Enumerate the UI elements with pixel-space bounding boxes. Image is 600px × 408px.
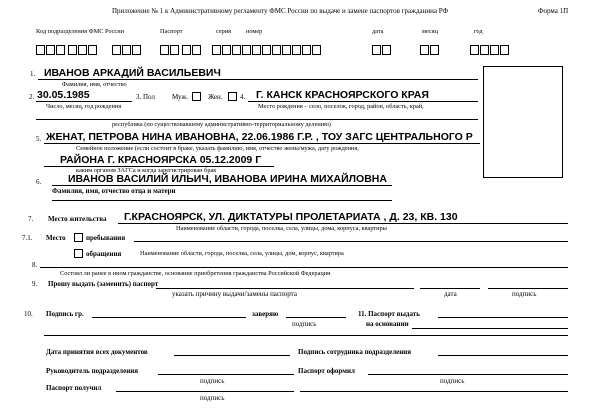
marital-status-line (44, 143, 480, 144)
sex-male-label: Муж. (172, 93, 189, 101)
label-year: год (474, 28, 483, 35)
field-11-line (438, 317, 568, 318)
certified-signature-caption: подпись (292, 320, 317, 328)
field-2-number: 2. (29, 93, 35, 101)
issued-label: Паспорт оформил (298, 367, 355, 375)
birth-date-value: 30.05.1985 (37, 89, 90, 101)
field-10-number: 10. (24, 310, 33, 318)
request-signature-line (488, 288, 568, 289)
marital-status-value: ЖЕНАТ, ПЕТРОВА НИНА ИВАНОВНА, 22.06.1986 Г.Р. , ТОУ ЗАГС ЦЕНТРАЛЬНОГО Р (46, 131, 473, 143)
staff-signature-label: Подпись сотрудника подразделения (298, 348, 412, 356)
series-cells[interactable] (160, 45, 180, 55)
full-name-caption: Фамилия, имя, отчество (62, 81, 127, 88)
parents-value: ИВАНОВ ВАСИЛИЙ ИЛЬИЧ, ИВАНОВА ИРИНА МИХАЙЛОВНА (68, 173, 387, 185)
received-line (116, 391, 294, 392)
request-signature-caption: подпись (512, 290, 537, 298)
department-code-cells[interactable] (36, 45, 66, 55)
certified-line (286, 317, 346, 318)
basis-line (412, 328, 568, 329)
birth-place-caption-2: республика (по существовавшему административно-территориальному делению) (112, 121, 331, 128)
field-7-1-number: 7.1. (22, 234, 33, 242)
field-7-number: 7. (28, 215, 34, 223)
basis-line-2 (44, 335, 568, 336)
place-label: Место (46, 234, 66, 242)
citizen-signature-label: Подпись гр. (46, 310, 84, 318)
series-cells-2[interactable] (182, 45, 202, 55)
field-6-number: 6. (36, 178, 42, 186)
issued-signature-caption: подпись (440, 377, 465, 385)
basis-label: на основании (366, 320, 409, 328)
marital-status-caption: Семейное положение (если состоит в браке, указать фамилию, имя, отчество жены/мужа, дату рождения, (76, 145, 359, 152)
head-signature-caption: подпись (200, 377, 225, 385)
parents-line (52, 185, 392, 186)
head-label: Руководитель подразделения (46, 367, 139, 375)
residence-caption: Наименование области, города, поселка, села, улицы, дома, корпуса, квартиры (176, 225, 387, 232)
full-name-value: ИВАНОВ АРКАДИЙ ВАСИЛЬЕВИЧ (44, 67, 221, 79)
place-appeal-checkbox[interactable] (74, 249, 83, 258)
citizenship-line (40, 267, 568, 268)
form-number: Форма 1П (538, 7, 569, 15)
label-series: серия (216, 28, 232, 35)
residence-label: Место жительства (48, 215, 107, 223)
field-11-label: 11. Паспорт выдать (358, 310, 420, 318)
label-passport: Паспорт (160, 28, 183, 35)
citizenship-caption: Состоял ли ранее в ином гражданстве, основание приобретения гражданства Российской Федерации (60, 270, 331, 277)
birth-place-value: Г. КАНСК КРАСНОЯРСКОГО КРАЯ (256, 89, 429, 101)
place-stay-line (134, 241, 568, 242)
sex-male-checkbox[interactable] (192, 92, 201, 101)
documents-date-label: Дата принятия всех документов (46, 348, 148, 356)
marital-status-value-2: РАЙОНА Г. КРАСНОЯРСКА 05.12.2009 Г (60, 154, 262, 166)
place-caption: Наименование области, города, поселка, села, улицы, дом, корпус, квартира (140, 250, 344, 257)
field-4-number: 4. (240, 93, 246, 101)
request-reason-caption: указать причину выдачи/замены паспорта (172, 290, 297, 298)
certified-label: заверяю (252, 310, 279, 318)
parents-line-2 (52, 200, 392, 201)
birth-date-line (36, 101, 132, 102)
birth-place-caption: Место рождения – село, поселок, город, район, область, край, (258, 103, 424, 110)
marital-status-caption-2: каким органом ЗАГСа и когда зарегистрирован брак (76, 167, 217, 174)
sex-female-label: Жен. (208, 93, 223, 101)
residence-line (118, 223, 568, 224)
department-code-cells-2[interactable] (68, 45, 98, 55)
place-stay-checkbox[interactable] (74, 233, 83, 242)
issued-line (368, 374, 568, 375)
birth-date-caption: Число, месяц, год рождения (46, 103, 122, 110)
request-reason-line (156, 288, 414, 289)
received-signature-caption: подпись (200, 394, 225, 402)
documents-date-line (174, 355, 290, 356)
parents-caption: Фамилия, имя, отчество отца и матери (52, 187, 176, 195)
field-9-number: 9. (32, 280, 38, 288)
month-cells[interactable] (420, 45, 440, 55)
received-label: Паспорт получил (46, 384, 102, 392)
residence-value: Г.КРАСНОЯРСК, УЛ. ДИКТАТУРЫ ПРОЛЕТАРИАТА , Д. 23, КВ. 130 (124, 211, 458, 223)
staff-signature-line (438, 355, 568, 356)
request-date-caption: дата (444, 290, 457, 298)
citizen-signature-line (92, 317, 246, 318)
form-header-title: Приложение № 1 к Административному регламенту ФМС России по выдаче и замене паспортов гражданина РФ (112, 7, 449, 15)
passport-code-cells[interactable] (112, 45, 142, 55)
label-department-code: Код подразделения ФМС России (36, 28, 124, 35)
request-date-line (420, 288, 480, 289)
place-appeal-label: обращения (86, 250, 122, 258)
photo-box (483, 66, 563, 178)
date-cells[interactable] (372, 45, 392, 55)
label-month: месяц (422, 28, 438, 35)
place-stay-label: пребывания (86, 234, 126, 242)
full-name-line (38, 79, 478, 80)
request-label: Прошу выдать (заменить) паспорт (48, 280, 159, 288)
sex-female-checkbox[interactable] (228, 92, 237, 101)
birth-place-line-2 (36, 119, 478, 120)
field-3-sex-label: 3. Пол (136, 93, 155, 101)
label-date: дата (372, 28, 384, 35)
field-8-number: 8. (32, 261, 38, 269)
field-5-number: 5. (36, 135, 42, 143)
field-1-number: 1. (30, 70, 36, 78)
label-number: номер (246, 28, 263, 35)
number-cells[interactable] (212, 45, 322, 55)
birth-place-line (248, 101, 478, 102)
received-line-2 (300, 391, 568, 392)
head-line (158, 374, 294, 375)
year-cells[interactable] (470, 45, 510, 55)
